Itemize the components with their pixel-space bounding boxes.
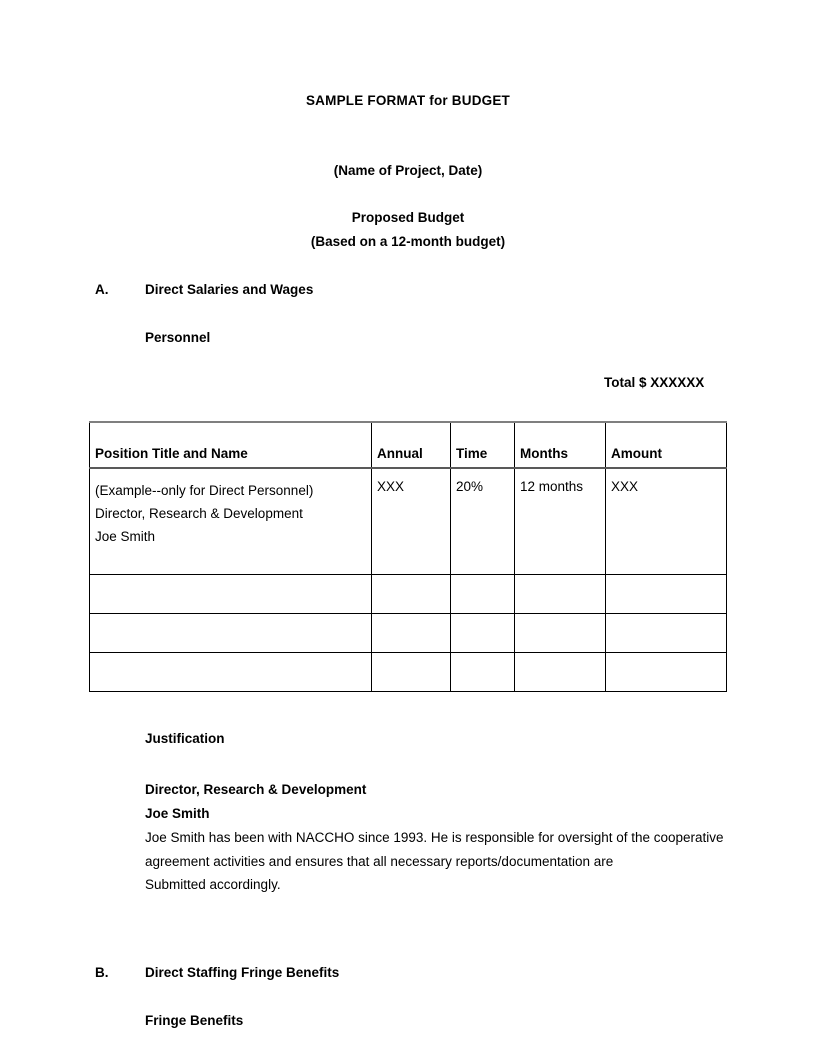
cell-months: 12 months bbox=[515, 468, 606, 575]
cell-amount[interactable] bbox=[606, 575, 727, 614]
justification-heading-name: Joe Smith bbox=[145, 806, 210, 821]
cell-position-title[interactable] bbox=[90, 575, 372, 614]
cell-annual[interactable] bbox=[372, 653, 451, 692]
justification-body-line: agreement activities and ensures that all necessary reports/documentation are bbox=[145, 853, 614, 869]
cell-annual[interactable] bbox=[372, 575, 451, 614]
cell-annual[interactable] bbox=[372, 614, 451, 653]
label-justification: Justification bbox=[145, 731, 225, 746]
position-line-name: Joe Smith bbox=[95, 529, 156, 544]
table-header-row bbox=[90, 422, 727, 468]
cell-time[interactable] bbox=[451, 653, 515, 692]
justification-body-line: Joe Smith has been with NACCHO since 1993. He is responsible for oversight of the cooperative bbox=[145, 830, 724, 845]
column-header-months: Months bbox=[515, 422, 606, 468]
subtitle-project-date: (Name of Project, Date) bbox=[333, 163, 483, 178]
column-header-annual: Annual bbox=[372, 422, 451, 468]
cell-amount[interactable] bbox=[606, 653, 727, 692]
page-title: SAMPLE FORMAT for BUDGET bbox=[305, 93, 511, 108]
cell-months[interactable] bbox=[515, 653, 606, 692]
subtitle-based-on-budget: (Based on a 12-month budget) bbox=[310, 234, 506, 249]
cell-months[interactable] bbox=[515, 575, 606, 614]
cell-position-title bbox=[90, 468, 372, 575]
table-row bbox=[90, 468, 727, 575]
position-line-title: Director, Research & Development bbox=[95, 506, 303, 521]
label-personnel: Personnel bbox=[145, 330, 211, 345]
justification-block bbox=[145, 778, 724, 897]
cell-months[interactable] bbox=[515, 614, 606, 653]
total-amount-line: Total $ XXXXXX bbox=[604, 375, 705, 390]
table-row bbox=[90, 653, 727, 692]
section-a-marker: A. bbox=[95, 282, 109, 297]
cell-amount: XXX bbox=[606, 468, 727, 575]
cell-annual: XXX bbox=[372, 468, 451, 575]
cell-time: 20% bbox=[451, 468, 515, 575]
subtitle-proposed-budget: Proposed Budget bbox=[351, 210, 465, 225]
section-a-title: Direct Salaries and Wages bbox=[145, 282, 314, 297]
cell-position-title[interactable] bbox=[90, 614, 372, 653]
label-fringe-benefits: Fringe Benefits bbox=[145, 1013, 244, 1028]
column-header-position: Position Title and Name bbox=[90, 422, 372, 468]
section-b-marker: B. bbox=[95, 965, 109, 980]
table-row bbox=[90, 575, 727, 614]
column-header-amount: Amount bbox=[606, 422, 727, 468]
justification-heading-position: Director, Research & Development bbox=[145, 782, 367, 797]
justification-body-line: Submitted accordingly. bbox=[145, 877, 281, 892]
cell-time[interactable] bbox=[451, 575, 515, 614]
cell-time[interactable] bbox=[451, 614, 515, 653]
position-line-example: (Example--only for Direct Personnel) bbox=[95, 483, 314, 498]
budget-table bbox=[89, 421, 727, 692]
cell-amount[interactable] bbox=[606, 614, 727, 653]
budget-table-container bbox=[89, 421, 726, 692]
table-row bbox=[90, 614, 727, 653]
cell-position-title[interactable] bbox=[90, 653, 372, 692]
column-header-time: Time bbox=[451, 422, 515, 468]
section-b-title: Direct Staffing Fringe Benefits bbox=[145, 965, 340, 980]
